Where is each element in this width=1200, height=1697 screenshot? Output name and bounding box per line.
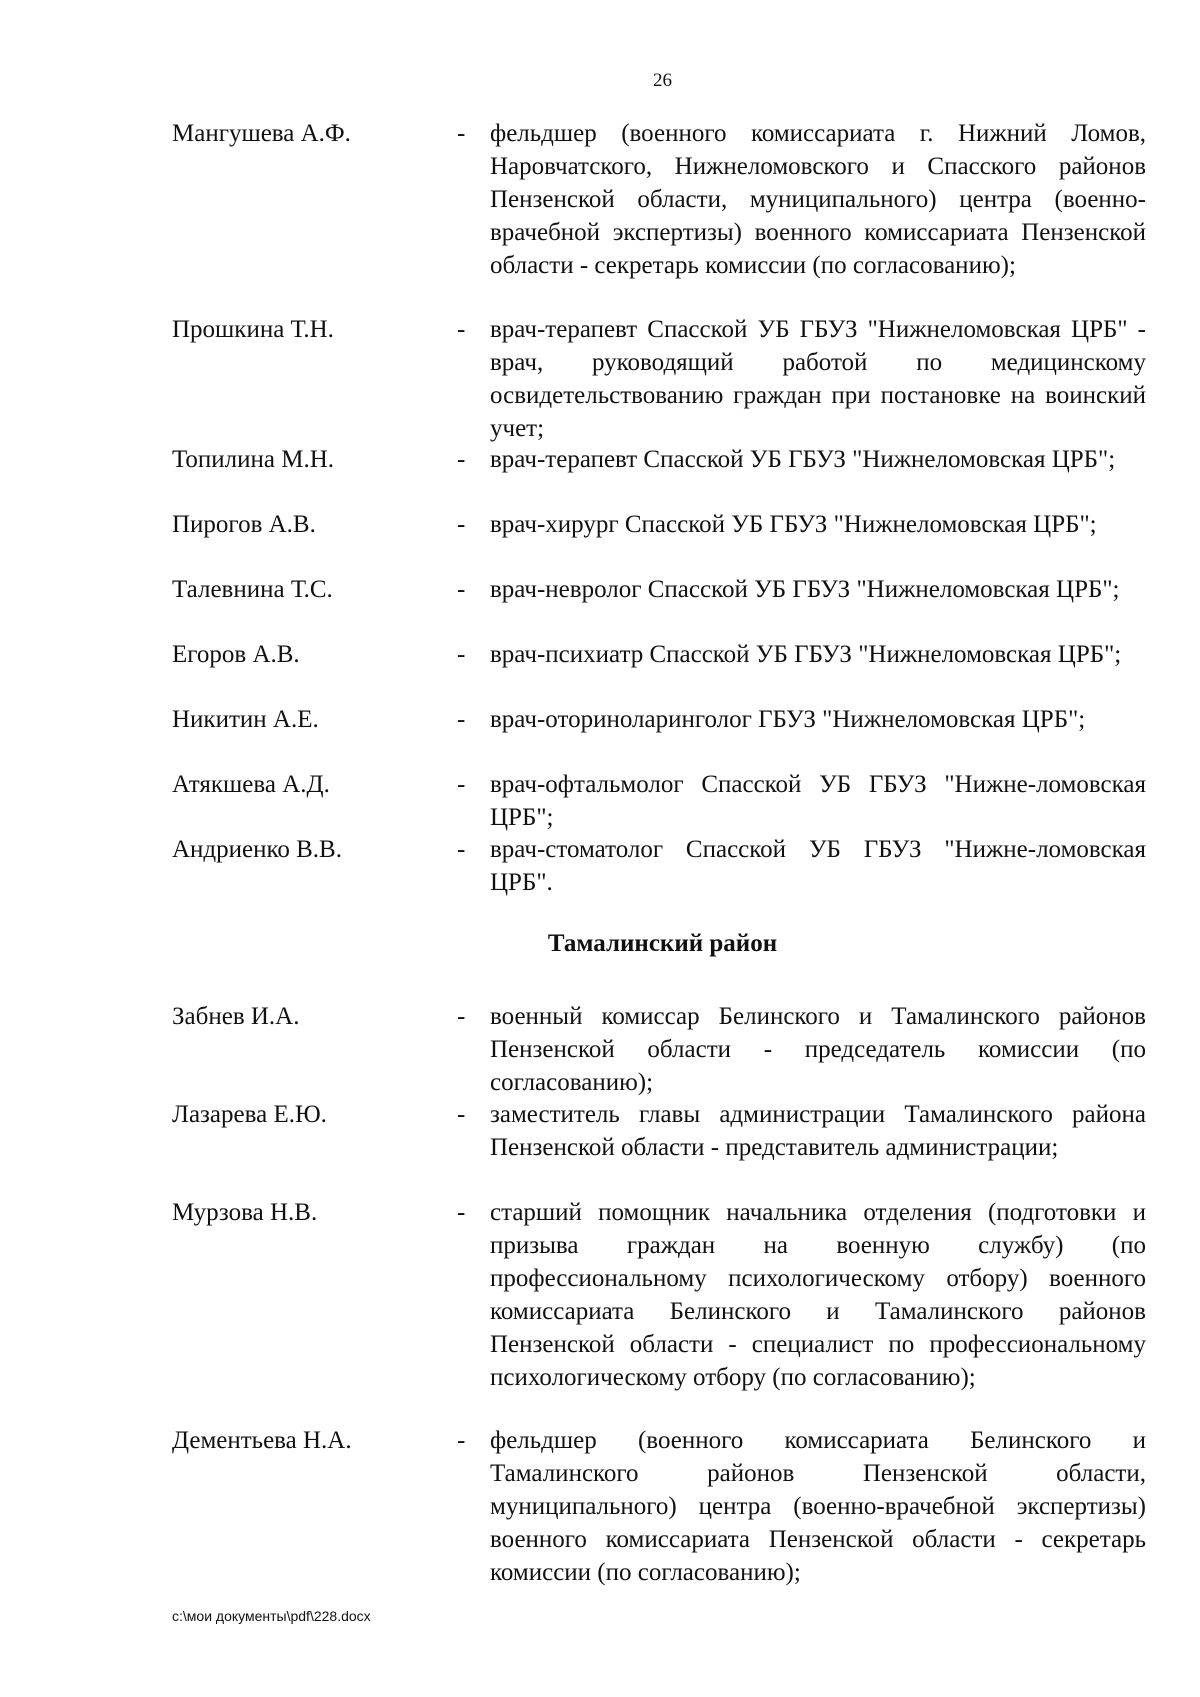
list-item bbox=[172, 508, 1147, 573]
position-description: врач-оториноларинголог ГБУЗ "Нижнеломовская ЦРБ"; bbox=[490, 706, 1086, 733]
position-description: врач-невролог Спасской УБ ГБУЗ "Нижнеломовская ЦРБ"; bbox=[490, 576, 1120, 603]
list-item bbox=[172, 833, 1147, 898]
list-item bbox=[172, 1000, 1147, 1098]
list-item bbox=[172, 313, 1147, 443]
position-description: старший помощник начальника отделения (подготовки и призыва граждан на военную службу) (по профессиональному психологическому отбору) военного комиссариата Белинского и Тамалинского районов Пензенской области - специалист по профессиональному психологическому отбору (по согласованию); bbox=[490, 1199, 1146, 1391]
list-item bbox=[172, 573, 1147, 638]
position-description: врач-хирург Спасской УБ ГБУЗ "Нижнеломовская ЦРБ"; bbox=[490, 511, 1097, 538]
separator-dash: - bbox=[457, 446, 466, 473]
separator-dash: - bbox=[457, 316, 466, 343]
separator-dash: - bbox=[457, 771, 466, 798]
person-name: Дементьева Н.А. bbox=[172, 1427, 352, 1454]
person-name: Пирогов А.В. bbox=[172, 511, 316, 538]
separator-dash: - bbox=[457, 511, 466, 538]
section-heading: Тамалинский район bbox=[547, 930, 778, 957]
person-name: Андриенко В.В. bbox=[172, 836, 342, 863]
position-description: фельдшер (военного комиссариата Белинского и Тамалинского районов Пензенской области, муниципального) центра (военно-врачебной экспертизы) военного комиссариата Пензенской области - секретарь комиссии (по согласованию); bbox=[490, 1427, 1146, 1586]
footer-file-path: c:\мои документы\pdf\228.docx bbox=[172, 1608, 371, 1624]
bottom-entry-list bbox=[172, 1000, 1147, 1587]
top-entry-list bbox=[172, 117, 1147, 898]
separator-dash: - bbox=[457, 1427, 466, 1454]
person-name: Прошкина Т.Н. bbox=[172, 316, 334, 343]
position-description: врач-терапевт Спасской УБ ГБУЗ "Нижнеломовская ЦРБ" - врач, руководящий работой по медицинскому освидетельствованию граждан при постановке на воинский учет; bbox=[490, 316, 1146, 442]
position-description: врач-психиатр Спасской УБ ГБУЗ "Нижнеломовская ЦРБ"; bbox=[490, 641, 1122, 668]
page-number: 26 bbox=[653, 70, 672, 91]
list-item bbox=[172, 1196, 1147, 1424]
person-name: Забнев И.А. bbox=[172, 1003, 300, 1030]
person-name: Мангушева А.Ф. bbox=[172, 120, 351, 147]
position-description: врач-офтальмолог Спасской УБ ГБУЗ "Нижне-ломовская ЦРБ"; bbox=[490, 771, 1146, 831]
position-description: военный комиссар Белинского и Тамалинского районов Пензенской области - председатель комиссии (по согласованию); bbox=[490, 1003, 1146, 1096]
separator-dash: - bbox=[457, 1101, 466, 1128]
person-name: Егоров А.В. bbox=[172, 641, 300, 668]
person-name: Топилина М.Н. bbox=[172, 446, 335, 473]
list-item bbox=[172, 638, 1147, 703]
position-description: врач-терапевт Спасской УБ ГБУЗ "Нижнеломовская ЦРБ"; bbox=[490, 446, 1116, 473]
separator-dash: - bbox=[457, 120, 466, 147]
person-name: Никитин А.Е. bbox=[172, 706, 319, 733]
position-description: фельдшер (военного комиссариата г. Нижний Ломов, Наровчатского, Нижнеломовского и Спасского районов Пензенской области, муниципального) центра (военно-врачебной экспертизы) военного комиссариата Пензенской области - секретарь комиссии (по согласованию); bbox=[490, 120, 1146, 279]
list-item bbox=[172, 117, 1147, 313]
list-item bbox=[172, 768, 1147, 833]
position-description: заместитель главы администрации Тамалинского района Пензенской области - представитель администрации; bbox=[490, 1101, 1146, 1161]
separator-dash: - bbox=[457, 576, 466, 603]
separator-dash: - bbox=[457, 836, 466, 863]
list-item bbox=[172, 443, 1147, 508]
person-name: Мурзова Н.В. bbox=[172, 1199, 318, 1226]
separator-dash: - bbox=[457, 706, 466, 733]
separator-dash: - bbox=[457, 1199, 466, 1226]
person-name: Талевнина Т.С. bbox=[172, 576, 333, 603]
list-item bbox=[172, 1098, 1147, 1196]
separator-dash: - bbox=[457, 641, 466, 668]
position-description: врач-стоматолог Спасской УБ ГБУЗ "Нижне-ломовская ЦРБ". bbox=[490, 836, 1146, 896]
person-name: Атякшева А.Д. bbox=[172, 771, 330, 798]
list-item bbox=[172, 1424, 1147, 1587]
list-item bbox=[172, 703, 1147, 768]
person-name: Лазарева Е.Ю. bbox=[172, 1101, 327, 1128]
separator-dash: - bbox=[457, 1003, 466, 1030]
